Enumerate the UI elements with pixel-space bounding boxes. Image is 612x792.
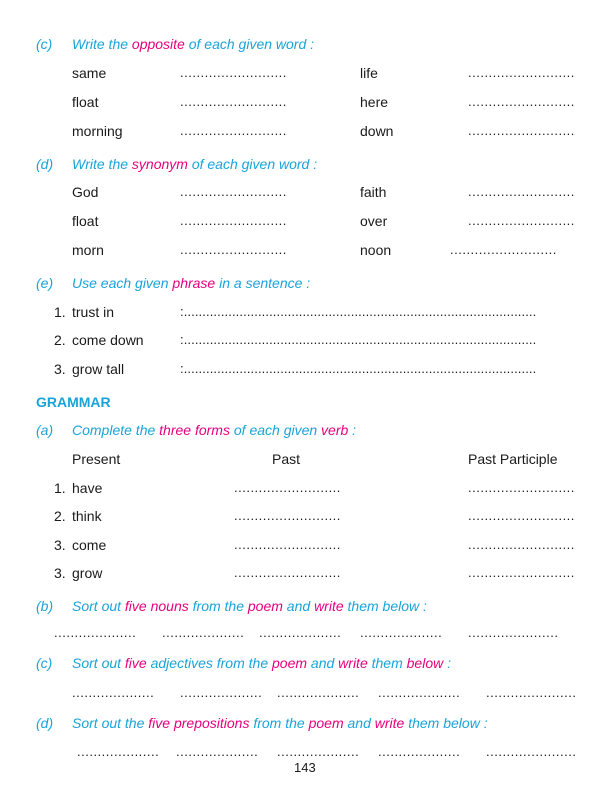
answer-blank[interactable]: .......................... <box>468 508 575 523</box>
word-float: float <box>72 213 99 229</box>
noun-blank[interactable]: .................... <box>360 625 443 640</box>
question-id-c2: (c) <box>36 655 53 671</box>
noun-blank[interactable]: .................... <box>54 625 137 640</box>
word-life: life <box>360 65 378 81</box>
answer-blank[interactable]: .......................... <box>180 242 287 257</box>
word-here: here <box>360 94 389 110</box>
word-over: over <box>360 213 388 229</box>
answer-blank[interactable]: .......................... <box>450 242 557 257</box>
item-number: 2. <box>54 508 66 524</box>
question-d-prepositions: Sort out the five prepositions from the poem and write them below : <box>72 715 488 731</box>
answer-blank[interactable]: .......................... <box>180 184 287 199</box>
answer-blank[interactable]: .......................... <box>180 94 287 109</box>
question-b-nouns: Sort out five nouns from the poem and write them below : <box>72 598 427 614</box>
adjective-blank[interactable]: .................... <box>378 685 461 700</box>
preposition-blank[interactable]: .................... <box>277 744 360 759</box>
question-id-c: (c) <box>36 36 53 52</box>
answer-blank[interactable]: .......................... <box>468 213 575 228</box>
noun-blank[interactable]: ...................... <box>468 625 559 640</box>
verb-think: think <box>72 508 102 524</box>
answer-blank[interactable]: .......................... <box>468 94 575 109</box>
word-morn: morn <box>72 242 104 258</box>
question-id-e: (e) <box>36 275 54 291</box>
answer-blank[interactable]: .......................... <box>180 213 287 228</box>
noun-blank[interactable]: .................... <box>162 625 245 640</box>
word-noon: noon <box>360 242 392 258</box>
adjective-blank[interactable]: .................... <box>180 685 263 700</box>
answer-blank[interactable]: .......................... <box>234 508 341 523</box>
word-faith: faith <box>360 184 387 200</box>
question-id-d2: (d) <box>36 715 54 731</box>
question-id-d: (d) <box>36 156 54 172</box>
adjective-blank[interactable]: .................... <box>72 685 155 700</box>
answer-blank[interactable]: .......................... <box>468 184 575 199</box>
answer-blank[interactable]: .......................... <box>468 565 575 580</box>
question-a-verb-forms: Complete the three forms of each given verb : <box>72 422 357 438</box>
answer-blank[interactable]: .......................... <box>468 65 575 80</box>
word-same: same <box>72 65 107 81</box>
item-number: 1. <box>54 304 66 320</box>
item-number: 3. <box>54 565 66 581</box>
adjective-blank[interactable]: .................... <box>277 685 360 700</box>
item-number: 2. <box>54 332 66 348</box>
preposition-blank[interactable]: .................... <box>176 744 259 759</box>
answer-blank[interactable]: .......................... <box>234 565 341 580</box>
answer-blank[interactable]: .......................... <box>468 480 575 495</box>
verb-grow: grow <box>72 565 103 581</box>
grammar-heading: GRAMMAR <box>36 394 111 410</box>
phrase-grow-tall: grow tall <box>72 361 125 377</box>
noun-blank[interactable]: .................... <box>259 625 342 640</box>
question-d-synonym: Write the synonym of each given word : <box>72 156 318 172</box>
phrase-come-down: come down <box>72 332 144 348</box>
answer-blank[interactable]: .......................... <box>180 123 287 138</box>
column-past: Past <box>272 451 301 467</box>
preposition-blank[interactable]: .................... <box>378 744 461 759</box>
word-god: God <box>72 184 99 200</box>
word-down: down <box>360 123 394 139</box>
item-number: 1. <box>54 480 66 496</box>
sentence-blank[interactable]: :............................................................................................... <box>180 304 537 319</box>
question-e-phrase: Use each given phrase in a sentence : <box>72 275 311 291</box>
phrase-trust-in: trust in <box>72 304 115 320</box>
sentence-blank[interactable]: :............................................................................................... <box>180 332 537 347</box>
question-c-adjectives: Sort out five adjectives from the poem and write them below : <box>72 655 452 671</box>
question-id-a: (a) <box>36 422 54 438</box>
word-morning: morning <box>72 123 123 139</box>
verb-have: have <box>72 480 103 496</box>
preposition-blank[interactable]: ...................... <box>486 744 577 759</box>
column-present: Present <box>72 451 121 467</box>
answer-blank[interactable]: .......................... <box>468 123 575 138</box>
answer-blank[interactable]: .......................... <box>234 537 341 552</box>
answer-blank[interactable]: .......................... <box>180 65 287 80</box>
column-past-participle: Past Participle <box>468 451 558 467</box>
answer-blank[interactable]: .......................... <box>234 480 341 495</box>
question-c-opposite: Write the opposite of each given word : <box>72 36 315 52</box>
verb-come: come <box>72 537 107 553</box>
word-float: float <box>72 94 99 110</box>
page-number: 143 <box>294 760 316 775</box>
answer-blank[interactable]: .......................... <box>468 537 575 552</box>
question-id-b: (b) <box>36 598 54 614</box>
item-number: 3. <box>54 537 66 553</box>
preposition-blank[interactable]: .................... <box>77 744 160 759</box>
item-number: 3. <box>54 361 66 377</box>
adjective-blank[interactable]: ...................... <box>486 685 577 700</box>
sentence-blank[interactable]: :............................................................................................... <box>180 361 537 376</box>
